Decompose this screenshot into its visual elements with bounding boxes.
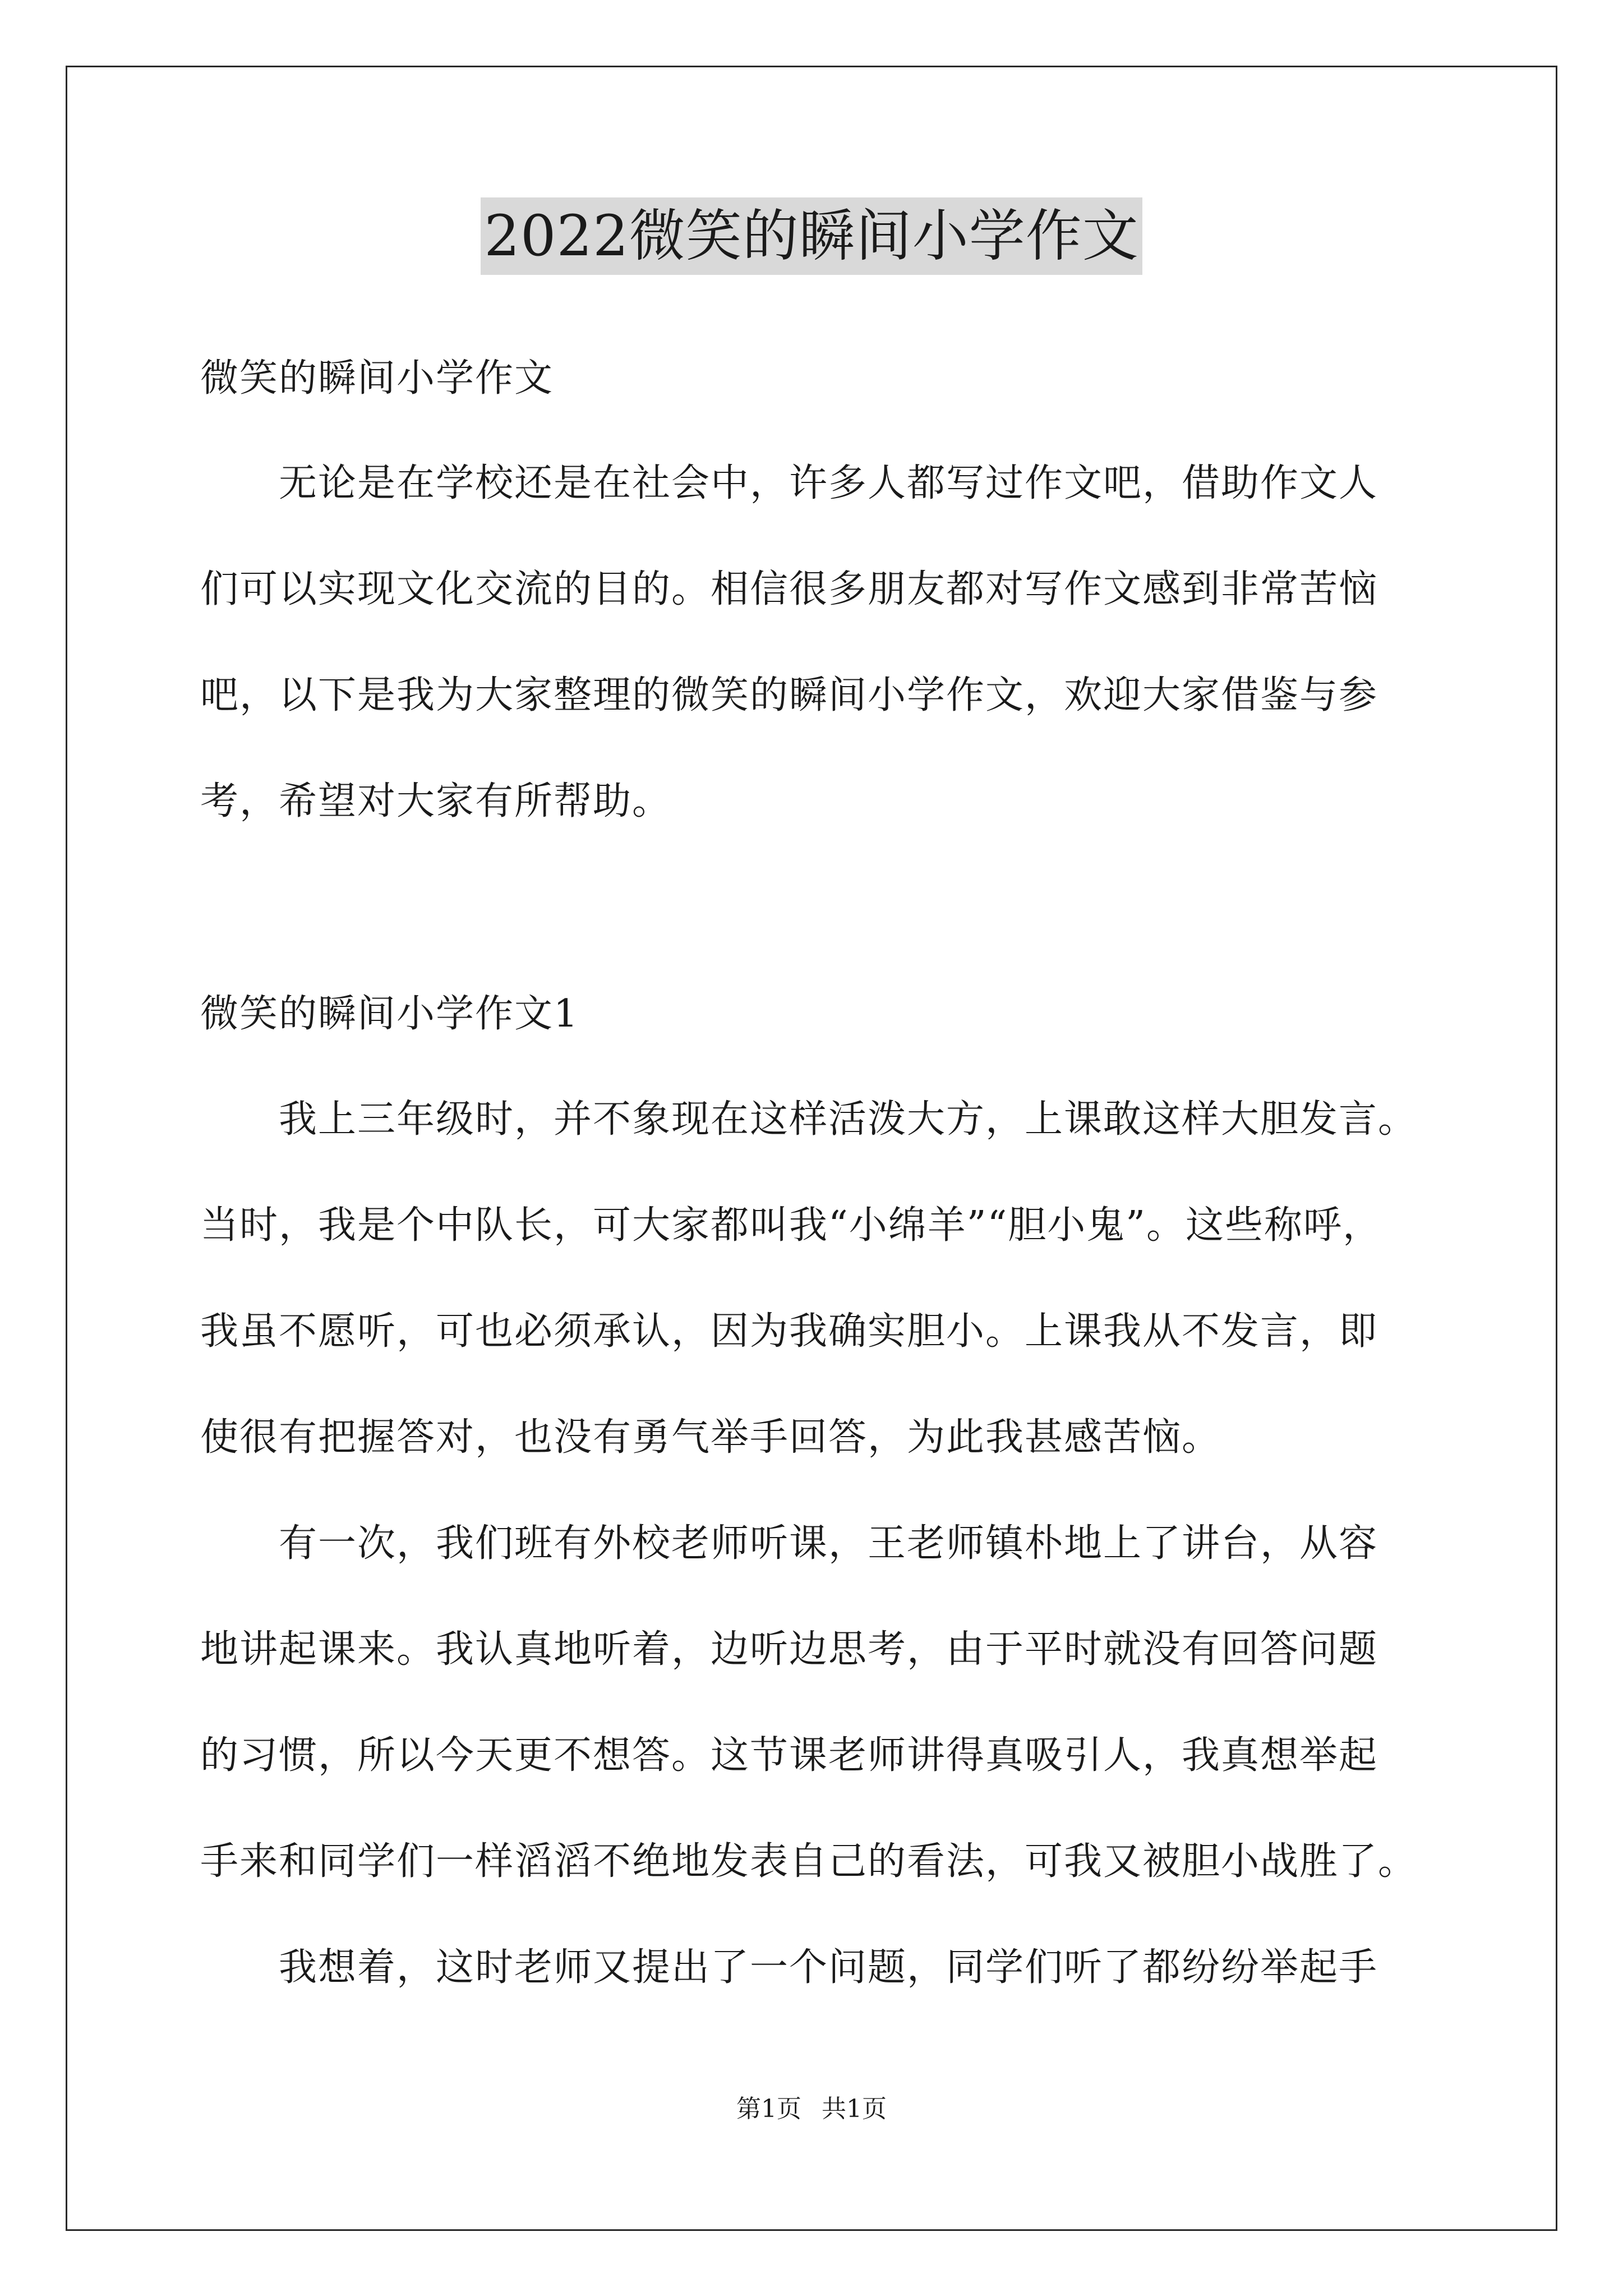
body-line: 吧，以下是我为大家整理的微笑的瞬间小学作文，欢迎大家借鉴与参 [200,673,1378,717]
body-line: 我上三年级时，并不象现在这样活泼大方，上课敢这样大胆发言。 [200,1097,1418,1142]
body-line: 的习惯，所以今天更不想答。这节课老师讲得真吸引人，我真想举起 [200,1733,1378,1778]
body-line: 有一次，我们班有外校老师听课，王老师镇朴地上了讲台，从容 [200,1521,1378,1566]
subtitle-line: 微笑的瞬间小学作文 [200,356,554,401]
body-line: 我想着，这时老师又提出了一个问题，同学们听了都纷纷举起手 [200,1945,1378,1990]
document-title: 2022微笑的瞬间小学作文 [481,197,1142,275]
body-line: 们可以实现文化交流的目的。相信很多朋友都对写作文感到非常苦恼 [200,567,1378,611]
body-line: 手来和同学们一样滔滔不绝地发表自己的看法，可我又被胆小战胜了。 [200,1839,1418,1884]
body-line: 地讲起课来。我认真地听着，边听边思考，由于平时就没有回答问题 [200,1627,1378,1672]
body-line: 考，希望对大家有所帮助。 [200,779,672,823]
body-line: 使很有把握答对，也没有勇气举手回答，为此我甚感苦恼。 [200,1415,1221,1460]
title-container [0,197,1623,275]
body-line: 我虽不愿听，可也必须承认，因为我确实胆小。上课我从不发言，即 [200,1309,1378,1354]
page-footer [0,2093,1623,2125]
section-heading: 微笑的瞬间小学作文1 [200,992,579,1036]
page-number: 第1页 [736,2095,801,2123]
body-line: 无论是在学校还是在社会中，许多人都写过作文吧，借助作文人 [200,461,1378,505]
page-total: 共1页 [822,2095,887,2123]
body-line: 当时，我是个中队长，可大家都叫我“小绵羊”“胆小鬼”。这些称呼， [200,1203,1382,1248]
